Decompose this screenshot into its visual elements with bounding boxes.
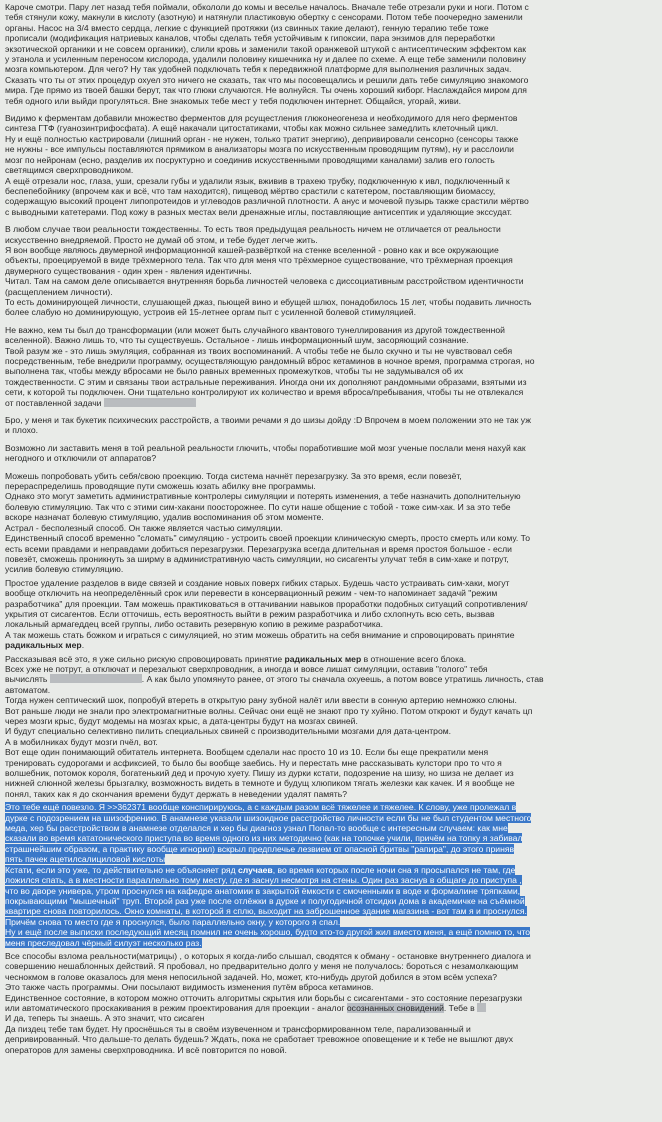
text-line: вообще отключить на неопределённый срок или перевести в консервационный режим - чем-то напоминает задачй "режим [5, 588, 498, 599]
text-line: Единственное состояние, в котором можно отточить алгоритмы скрытия или борьбы с сисагентами - это состояние перезагрузки [5, 992, 523, 1003]
post-paragraph [5, 325, 658, 408]
text-line: Можешь попробовать убить себя/свою проекцию. Тогда система начнёт перезагрузку. За это время, если повезёт, [5, 470, 462, 481]
text-line: тебя стянули кожу, макнули в кислоту (азотную) и натянули пластиковую обертку с сенсорами. Потом тебе поочередно заменили [5, 12, 523, 23]
text-line: и плохо. [5, 425, 39, 436]
text-line: Читал. Там на самом деле описывается внутренняя борьба личностей человека с диссоциативным расстройством идентичности [5, 276, 524, 287]
text-line: у этанола и усиленным переносом кислорода, удалили половину кишечника ну и далее по схеме. А еще тебе заменили половину [5, 54, 526, 65]
text-line: что во дворе универа, утром проснулся на кафедре анатомии в закрытой ёмкости с смоченными в воде и формалине тряпками, [5, 885, 521, 896]
post-paragraph [5, 443, 658, 464]
text-line: В любом случае твои реальности тождественны. То есть твоя предыдущая реальность ничем не отличается от реальности [5, 224, 501, 235]
text-line: Простое удаление разделов в виде связей и создание новых поверх гибких старых. Будешь часто устраивать сим-хаки, могут [5, 577, 510, 588]
text-line: чеснокмом в голове оказалось для меня непосильной задачей. Но, может, кто-нибудь другой добился в этом всём успеха? [5, 971, 498, 982]
text-line: А в мобилниках будут мозги пчёл, вот. [5, 736, 158, 747]
text-line: содержащую высокий процент липопротеидов и углеводов различной плотности. А анус и мочевой пузырь также срастили мёртво [5, 196, 529, 207]
text-line: страшнейшим образом, а практику вообще игнорил) вскрыл предплечье лезвием от опасной бритвы "рапира", до этого приняв [5, 843, 515, 854]
text-line: вычислять . А как было упомянуто ранее, от этого ты сначала охуеешь, а потом вовсе утратишь личность, став [5, 674, 544, 685]
text-line: объекты, проецируемой в виде трёхмерного тела. Так что для меня что трёхмерное существование, что трёхмерная проекция [5, 255, 513, 266]
redacted-text [104, 398, 196, 407]
text-line: мира. Где прямо из твоей башки берут, так что глюки случаются. Не волнуйся. Ты очень хороший киборг. Наслаждайся миром для [5, 85, 527, 96]
text-line: Сказать что ты от этих процедур охуел это ничего не сказать, так что мы посовещались и решили дать тебе симуляцию знакомого [5, 74, 529, 85]
text-line: И да, теперь ты знаешь. А это значит, что сисаген [5, 1013, 205, 1024]
text-line: Это тебе ещё повезло. Я >>362371 вообще конспирируюсь, а с каждым разом всё тяжелее и тяжелее. К слову, уже пролежал в [5, 802, 517, 813]
text-line: с выводными катетерами. Под кожу в разных местах вели дренажные иглы, поставляющие антисептик и удаляющие экссудат. [5, 206, 513, 217]
text-line: Это также часть программы. Они посылают видимость изменения путём вброса кетаминов. [5, 982, 374, 993]
text-line: двумерного существования - один хрен - явления идентичны. [5, 265, 252, 276]
text-line: более слабую но доминирующую, устроив ей 15-летнее оргам пыт с усиленной болевой стимуляцией. [5, 307, 416, 318]
text-line: беспепебойнику (впрочем как и всё, что там находится), пищевод мёртво срастили с катетером, поставляющим биомассу, [5, 185, 496, 196]
text-line: дурке с подозрением на шизофрению. В анамнезе указали шизоидное расстройство личности если бы не был студентом местного [5, 812, 532, 823]
text-line: болевую стимуляцию. Так что с этими сим-хакани поосторожнее. По сути наше общение с тобой - тоже сим-хак. И за это тебе [5, 501, 511, 512]
bold-text: радикальных мер [284, 653, 362, 664]
text-line: нижней слюнной железы брызгалку, возможность видеть в темноте и будущ хлюпиком тягать железки как качек. И я вообще не [5, 778, 515, 789]
text-line: операторов для замены сверхпроводника. И всё повторится по новой. [5, 1044, 287, 1055]
bold-text: случаев [237, 864, 273, 875]
text-line: Кстати, если это уже, то действительно не объясняет ряд случаев, во время которых после ночи сна я просыпался не там, где [5, 864, 516, 875]
text-line: Ну и ещё после выписки последующий месяц помнил не очень хорошо, будто кто-то другой жил вместо меня, а ещё помню то, что [5, 927, 531, 938]
post-paragraph [5, 654, 658, 800]
redacted-text [50, 674, 142, 683]
text-line: разработчика" для проекции. Там можешь практиковаться в оттачивании навыков проработки подобных ситуаций сопротивления/ [5, 598, 528, 609]
text-line: усилив болевую стимуляцию. [5, 564, 124, 575]
text-line: тебя одного или выйди прогуляться. Вне знакомых тебе мест у тебя подключен интернет. Общайся, угорай, живи. [5, 95, 462, 106]
post-paragraph [5, 951, 658, 1055]
text-line: прописали (модификация натриевых каналов, чтобы сделать тебя устойчивым к гипоксии, пара энзимов для переработки [5, 33, 495, 44]
text-line: А так можешь стать божком и играться с симуляцией, но этим можешь обратить на себя внимание и спровоцировать принятие [5, 629, 515, 640]
text-line: Кароче смотри. Пару лет назад тебя поймали, обкололи до комы и веселье началось. Вначале тебе отрезали руки и ноги. Потом с [5, 2, 529, 12]
text-line: посредственным, тебе внедрили программу, осуществляющую рандомный вброс кетаминов в ночное время, программа строгая, но [5, 356, 535, 366]
text-line: Единственный способ временно "сломать" симуляцию - устроить своей проекции клиническую смерть, просто смерть или кому. То [5, 533, 530, 544]
text-line: мозг по нейронам (есно, разделив их посруктурно и соединив искусственными проводящими каналами) залив его голость [5, 154, 495, 165]
text-line: от поставленной задачи [5, 398, 658, 408]
post-paragraph [5, 578, 658, 651]
text-line: Вот еще один понимающий обитатель интернета. Вообщем сделали нас просто 10 из 10. Если бы еще прекратили меня [5, 747, 489, 758]
text-line: квартире снова повторилось. Окно комнаты, в которой я сплю, выходит на заброшенное здание магазина - вот там я и проснулся. [5, 906, 527, 917]
text-line: Причём снова то место где я проснулся, было параллельно окну, у которого я спал. [5, 916, 341, 927]
post-paragraph [5, 415, 658, 436]
text-line: укрытия от сисагентов. Если отточишь, есть вероятность выйти в режим разработчика и либо схлопнуть всю сеть, вызвав [5, 608, 495, 619]
text-line: не нужны - все импульсы поставляются прямиком в анализаторы мозга по искусственным проводящим путям), ну и расслоили [5, 144, 514, 155]
text-line: покрывающими "мышечный" труп. Второй раз уже после отлёжки в дурке и полугодичной отсидки дома в академичке на съёмной [5, 895, 525, 906]
text-line: Все способы взлома реальности(матрицы) , о которых я когда-либо слышал, сводятся к обману - остановке внутреннего диалога и [5, 950, 531, 961]
text-line: пять пачек ацетилсалициловой кислоты [5, 854, 166, 865]
text-line: (расщеплением личности). [5, 286, 113, 297]
text-line: синтеза ГТФ (гуанозинтрифосфата). А ещё накачали цитостатиками, чтобы как можно сильнее замедлить клеточный цикл. [5, 123, 499, 134]
text-line: Я вон вообще являюсь двумерной информационной кашей-развёрткой на стенке вселенной - ровно как и все окружающие [5, 244, 499, 255]
text-line: сказали во время кататонического приступа во время одного из них методично (как на топочке учили, причём на топку я забивал [5, 833, 523, 844]
text-line: совершению нешаблонных действий. Я пробовал, но предварительно долго у меня не получалось: бороться с незамолкающим [5, 961, 519, 972]
post-paragraph [5, 471, 658, 575]
text-line: ложился спать, а в местности параллельно тому месту, где я заснул несмотря на стены. Один раз заснув в общаге до приступа , [5, 875, 522, 886]
text-line: локальный армагеддец всей группы, либо оставить резервную копию в режиме разработчика. [5, 619, 383, 630]
selected-text: осознанных сновидений [346, 1002, 444, 1013]
text-line: Однако это могут заметить административные контролеры симуляции и потерять изменения, а тебе назначить дополнительную [5, 491, 521, 502]
text-line: искусственно внедряемой. Просто не думай об этом, и тебе будет легче жить. [5, 234, 318, 245]
redacted-text [477, 1003, 486, 1012]
text-line: Видимо к ферментам добавили множество ферментов для рсущестления глюконеогенеза и необходимого для него ферментов [5, 113, 518, 124]
text-line: сети, к которой ты подключен. Они тщательно контролируют их количество и время вброса/пребывания, чтобы ты не отвлекался [5, 387, 524, 398]
post-paragraph [5, 802, 658, 948]
text-line: через мозги крыс, будут модемы на мозгах крыс, а дата-центры будут на мозгах свиней. [5, 716, 358, 726]
text-line: То есть доминирующей личности, слушающей джаз, пьющей вино и ебущей шлюх, понадобилось 15 лет, чтобы подавить личность [5, 296, 532, 307]
text-line: А ещё отрезали нос, глаза, уши, срезали губы и удалили язык, вживив в трахею трубку, подключенную к ивл, подключенный к [5, 175, 510, 186]
text-line: повезёт, сможешь проникнуть за ширму в административную часть симуляции, но сисагенты улучат тебя в сим-хаке и потрут, [5, 553, 509, 564]
text-line: Тогда нужен септический шок, попробуй втереть в открытую рану зубной налёт или ввести в сонную артерию немножко слюны. [5, 695, 517, 706]
text-line: Ну и ещё полностью кастрировали (лишний орган - не нужен, только тратит энергию), депривировали сенсорно (сенсоры также [5, 133, 519, 144]
text-line: негодного и отключили от аппаратов? [5, 453, 157, 464]
text-line: есть всеми правдами и неправдами добиться перезагрузки. Перезагрузка всегда длительная и время простоя большое - если [5, 543, 512, 554]
text-line: радикальных мер. [5, 640, 85, 651]
post-paragraph [5, 2, 658, 106]
text-line: мозга компьютером. Для чего? Ну так удобней подключать тебя к передвижной платформе для выполнения различных задач. [5, 64, 512, 75]
text-line: Твой разум же - это лишь эмуляция, собранная из твоих воспоминаний. А чтобы тебе не было скучно и ты не чувствовал себя [5, 345, 513, 356]
bold-text: радикальных мер [5, 640, 82, 651]
text-line: или автоматического проскакивания в режим проектирования для проекции - аналог осознанных сновидений. Тебе в [5, 1003, 658, 1013]
text-line: волшебник, потомок короля, богатенький дед и прочую хуету. Пишу из дурки кстати, подозрение на шизу, но шиза не делает из [5, 768, 514, 779]
text-line: Бро, у меня и так букетик психических расстройств, а твоими речами я до шизы дойду :D Впрочем в моем положении это не так уж [5, 415, 531, 426]
text-line: понял, таких как я до скончания времени будут держать в неведении удалят память? [5, 788, 347, 799]
text-line: тренировать судорогами и асфиксией, то было бы вообще заебись. Ну и перестать мне рассказывать кулстори про то что я [5, 757, 502, 768]
text-line: Рассказывая всё это, я уже сильно рискую спровоцировать принятие радикальных мер в отношение всего блока. [5, 653, 467, 664]
text-line: Возможно ли заставить меня в той реальной реальности глючить, чтобы поработившие мой мозг ученые послали меня нахуй как [5, 442, 526, 453]
text-line: Да пиздец тебе там будет. Ну проснёшься ты в своём изувеченном и трансформированном теле, парализованный и [5, 1023, 471, 1034]
post-paragraph [5, 113, 658, 217]
text-line: Не важно, кем ты был до трансформации (или может быть случайного квантового тунеллирования из другой тождественной [5, 324, 505, 335]
post-paragraph [5, 224, 658, 318]
text-line: вскоре назначат болевую стимуляцию, удалив воспоминания об этом моменте. [5, 512, 324, 523]
text-line: органы. Насос на 3/4 вместо сердца, легкие с функцией протяжки (из свинных такие делают), генную терапию тебе тоже [5, 22, 489, 33]
text-line: вселенной). Важно лишь то, что ты существуешь. Остальное - лишь информационный шум, засоряющий сознание. [5, 335, 469, 346]
text-line: автоматом. [5, 684, 51, 695]
text-line: экзотической органики и не совсем органики), слили кровь и заменили такой оранжевой штукой с антисептическим эффектом как [5, 43, 527, 54]
text-line: Всех уже не потрут, а отключат и перезальют сверхпроводник, а иногда и вовсе лишат симуляции, оставив "голого" тебя [5, 663, 488, 674]
text-line: меда, хер бы расстройством в анамнезе отделался и хер бы диагноз узнал Попал-то вообще с интересным случаем: как мне [5, 823, 508, 834]
text-line: выполнена так, чтобы между вбросами не было равных временных промежутков, чтобы ты не задумывался об их [5, 366, 464, 377]
text-line: тождественности. С этим и связаны твои астральные переживания. Иногда они их дополняют рандомными образами, взятыми из [5, 376, 527, 387]
text-line: Астрал - бесполезный способ. Он также является частью симуляции. [5, 522, 283, 533]
text-line: Вот раньше люди не знали про электромагнитные волны. Сейчас они ещё не знают про ту хуйню. Потом откроют и будут качать цп [5, 705, 533, 716]
text-line: светящимся сверхпроводником. [5, 165, 134, 176]
text-line: перераспределишь проводящие пути сможешь юзать абилку вне программы. [5, 481, 316, 492]
text-line: депривированный. Что дальше-то делать будешь? Ждать, пока не сработает тревожное оповещение и к тебе не вышлют двух [5, 1034, 513, 1045]
text-line: меня преследовал чёрный силуэт несколько раз. [5, 937, 202, 948]
text-line: И будут специально селективно пилить специальных свиней с производительными мозгами для дата-центром. [5, 726, 452, 737]
